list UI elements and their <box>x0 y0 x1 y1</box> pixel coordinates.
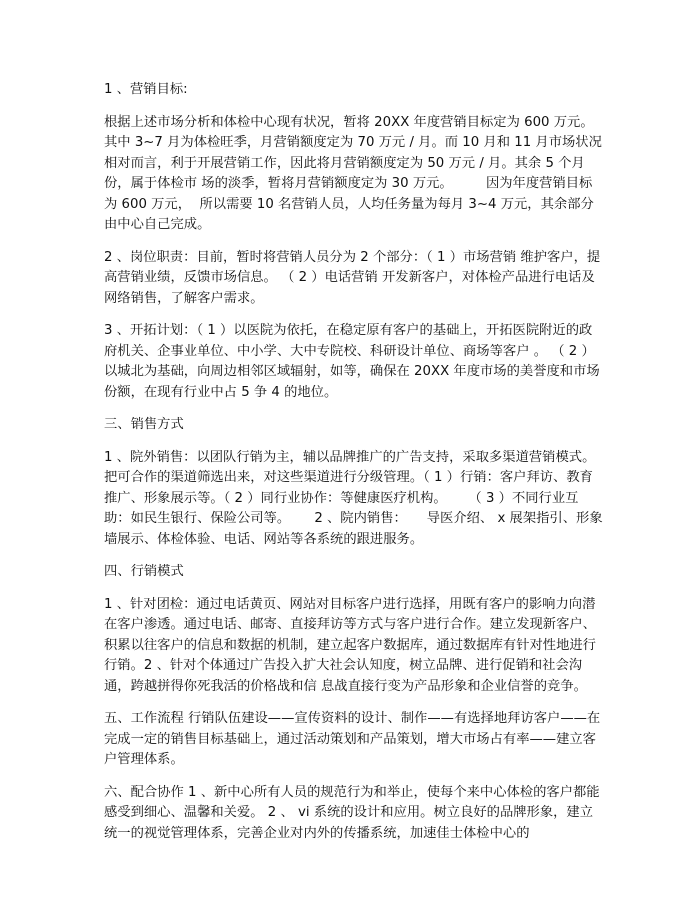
section-heading-sales-methods: 三、销售方式 <box>104 417 184 432</box>
paragraph-expansion-plan: 3 、开拓计划：（ 1 ）以医院为依托，在稳定原有客户的基础上，开拓医院附近的政府机关、企事业单位、中小学、大中专院校、科研设计单位、商场等客户 。 （ 2 ）以城北为基础，向周边相邻区域辐射，如等，确保在 20XX 年度市场的美誉度和市场份额，在现有行业中占 5 争 4 的地位。 <box>104 323 600 400</box>
section-heading-marketing-model: 四、行销模式 <box>104 564 184 579</box>
paragraph-marketing-model: 1 、针对团检：通过电话黄页、网站对目标客户进行选择，用既有客户的影响力向潜在客户渗透。通过电话、邮寄、直接拜访等方式与客户进行合作。建立发现新客户、积累以往客户的信息和数据的机制，建立起客户数据库，通过数据库有针对性地进行行销。2 、针对个体通过广告投入扩大社会认知度，树立品牌、进行促销和社会沟通，跨越拼得你死我活的价格战和信 息战直接行变为产品形象和企业信誉的竞争。 <box>104 596 596 694</box>
paragraph-job-duties: 2 、岗位职责：目前，暂时将营销人员分为 2 个部分：（ 1 ）市场营销 维护客户，提高营销业绩，反馈市场信息。 （ 2 ）电话营销 开发新客户，对体检产品进行电话及网络销售，了解客户需求。 <box>104 249 601 306</box>
paragraph-sales-methods: 1 、院外销售：以团队行销为主，辅以品牌推广的广告支持，采取多渠道营销模式。把可合作的渠道筛选出来，对这些渠道进行分级管理。（ 1 ）行销：客户拜访、教育推广、形象展示等。（ 2 ）同行业协作：等健康医疗机构。 （ 3 ）不同行业互助：如民生银行、保险公司等。 2 、院内销售： 导医介绍、 x 展架指引、形象墙展示、体检体验、电话、网站等各系统的跟进服务。 <box>104 449 603 547</box>
document-body <box>104 80 604 856</box>
paragraph-marketing-goal: 根据上述市场分析和体检中心现有状况，暂将 20XX 年度营销目标定为 600 万元。其中 3~7 月为体检旺季，月营销额度定为 70 万元 / 月。而 10 月和 11 月市场状况相对而言，利于开展营销工作，因此将月营销额度定为 50 万元 / 月。其余 5 个月份，属于体检市 场的淡季，暂将月营销额度定为 30 万元。 因为年度营销目标为 600 万元， 所以需要 10 名营销人员，人均任务量为每月 3~4 万元，其余部分由中心自己完成。 <box>104 114 602 232</box>
paragraph-cooperation: 六、配合协作 1 、新中心所有人员的规范行为和举止，使每个来中心体检的客户都能感受到细心、温馨和关爱。 2 、 vi 系统的设计和应用。树立良好的品牌形象，建立统一的视觉管理体系，完善企业对内外的传播系统，加速佳士体检中心的 <box>104 784 600 841</box>
paragraph-workflow: 五、工作流程 行销队伍建设——宣传资料的设计、制作——有选择地拜访客户——在完成一定的销售目标基础上，通过活动策划和产品策划，增大市场占有率——建立客户管理体系。 <box>104 711 601 767</box>
section-heading-marketing-goal: 1 、营销目标: <box>104 82 188 97</box>
